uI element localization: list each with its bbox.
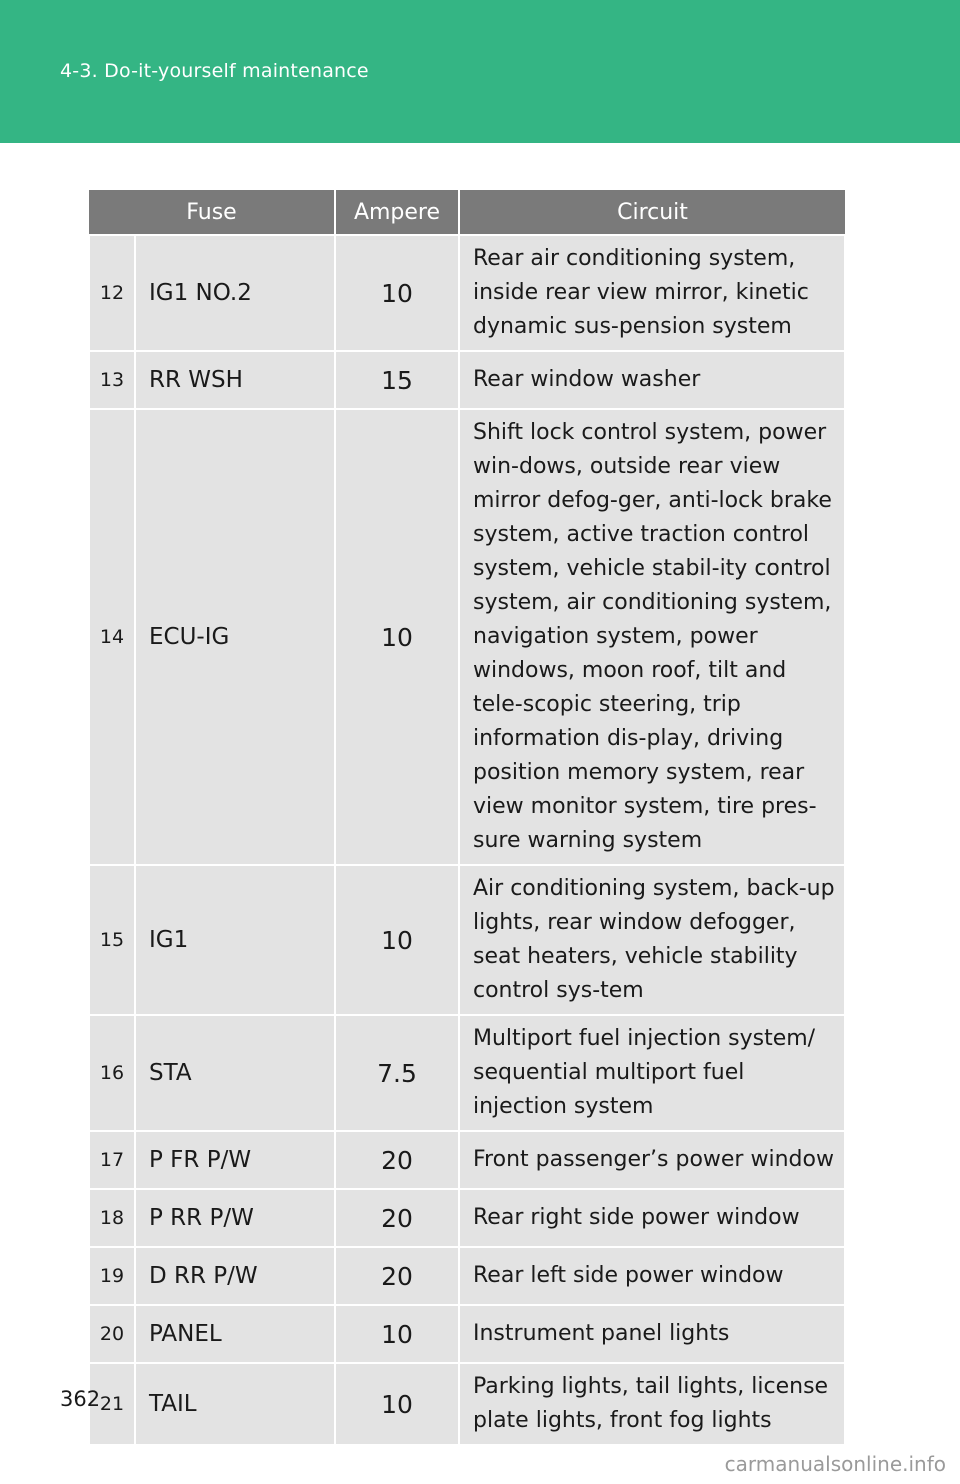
fuse-circuit: Instrument panel lights bbox=[459, 1305, 845, 1363]
fuse-circuit: Front passenger’s power window bbox=[459, 1131, 845, 1189]
fuse-ampere: 20 bbox=[335, 1247, 459, 1305]
fuse-circuit: Rear air conditioning system, inside rear view mirror, kinetic dynamic sus-pension system bbox=[459, 235, 845, 351]
fuse-number: 13 bbox=[89, 351, 135, 409]
column-header-ampere: Ampere bbox=[335, 190, 459, 235]
fuse-circuit: Air conditioning system, back-up lights, rear window defogger, seat heaters, vehicle stability control sys-tem bbox=[459, 865, 845, 1015]
table-row bbox=[89, 1015, 845, 1131]
table-row bbox=[89, 1131, 845, 1189]
fuse-ampere: 10 bbox=[335, 1305, 459, 1363]
page-number: 362 bbox=[60, 1387, 101, 1411]
fuse-ampere: 15 bbox=[335, 351, 459, 409]
fuse-name: TAIL bbox=[135, 1363, 335, 1445]
fuse-number: 21 bbox=[89, 1363, 135, 1445]
fuse-circuit: Rear right side power window bbox=[459, 1189, 845, 1247]
fuse-name: IG1 NO.2 bbox=[135, 235, 335, 351]
fuse-number: 16 bbox=[89, 1015, 135, 1131]
fuse-ampere: 10 bbox=[335, 409, 459, 865]
fuse-ampere: 7.5 bbox=[335, 1015, 459, 1131]
fuse-name: RR WSH bbox=[135, 351, 335, 409]
fuse-name: P FR P/W bbox=[135, 1131, 335, 1189]
fuse-circuit: Rear left side power window bbox=[459, 1247, 845, 1305]
table-header-row bbox=[89, 190, 845, 235]
fuse-circuit: Parking lights, tail lights, license plate lights, front fog lights bbox=[459, 1363, 845, 1445]
table-row bbox=[89, 351, 845, 409]
fuse-ampere: 20 bbox=[335, 1131, 459, 1189]
fuse-name: ECU-IG bbox=[135, 409, 335, 865]
fuse-ampere: 20 bbox=[335, 1189, 459, 1247]
fuse-ampere: 10 bbox=[335, 865, 459, 1015]
fuse-number: 12 bbox=[89, 235, 135, 351]
fuse-number: 14 bbox=[89, 409, 135, 865]
column-header-fuse: Fuse bbox=[89, 190, 335, 235]
fuse-name: P RR P/W bbox=[135, 1189, 335, 1247]
column-header-circuit: Circuit bbox=[459, 190, 845, 235]
fuse-name: PANEL bbox=[135, 1305, 335, 1363]
fuse-circuit: Shift lock control system, power win-dows, outside rear view mirror defog-ger, anti-lock brake system, active traction control system, vehicle stabil-ity control system, air conditioning system, navigation system, power windows, moon roof, tilt and tele-scopic steering, trip information dis-play, driving position memory system, rear view monitor system, tire pres-sure warning system bbox=[459, 409, 845, 865]
table-row bbox=[89, 865, 845, 1015]
fuse-ampere: 10 bbox=[335, 235, 459, 351]
table-row bbox=[89, 1189, 845, 1247]
fuse-number: 18 bbox=[89, 1189, 135, 1247]
fuse-circuit: Multiport fuel injection system/ sequential multiport fuel injection system bbox=[459, 1015, 845, 1131]
fuse-number: 19 bbox=[89, 1247, 135, 1305]
table-row bbox=[89, 235, 845, 351]
table-row bbox=[89, 409, 845, 865]
fuse-name: STA bbox=[135, 1015, 335, 1131]
fuse-circuit: Rear window washer bbox=[459, 351, 845, 409]
fuse-table bbox=[88, 190, 846, 1446]
fuse-name: IG1 bbox=[135, 865, 335, 1015]
section-title: 4-3. Do-it-yourself maintenance bbox=[60, 60, 369, 82]
watermark: carmanualsonline.info bbox=[724, 1452, 946, 1476]
fuse-ampere: 10 bbox=[335, 1363, 459, 1445]
fuse-number: 20 bbox=[89, 1305, 135, 1363]
table-row bbox=[89, 1363, 845, 1445]
fuse-number: 17 bbox=[89, 1131, 135, 1189]
fuse-number: 15 bbox=[89, 865, 135, 1015]
fuse-name: D RR P/W bbox=[135, 1247, 335, 1305]
table-row bbox=[89, 1247, 845, 1305]
table-row bbox=[89, 1305, 845, 1363]
